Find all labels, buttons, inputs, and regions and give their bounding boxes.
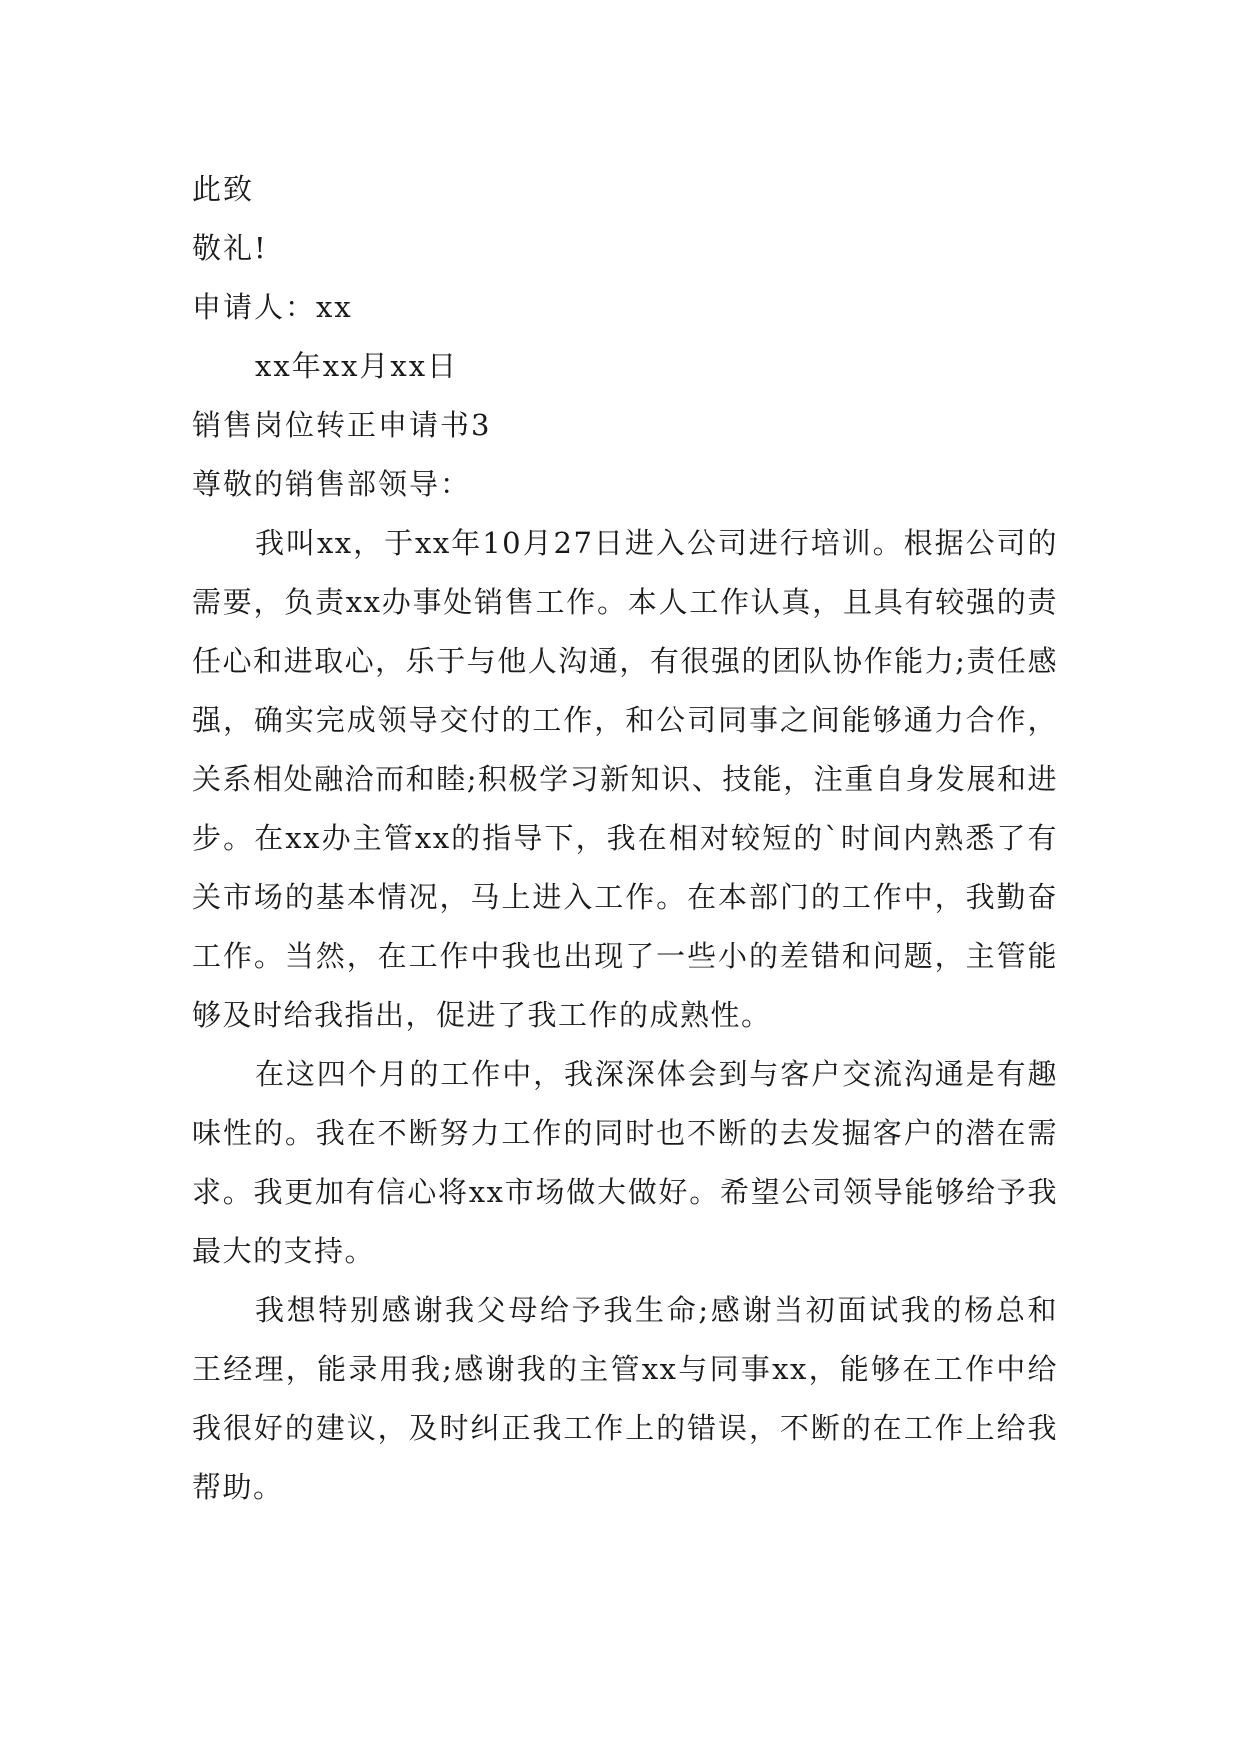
document-heading: 销售岗位转正申请书3 bbox=[192, 408, 492, 442]
closing-line-2: 敬礼! bbox=[192, 231, 268, 265]
paragraph-2: 在这四个月的工作中，我深深体会到与客户交流沟通是有趣味性的。我在不断努力工作的同时也不断的去发掘客户的潜在需求。我更加有信心将xx市场做大做好。希望公司领导能够给予我最大的支持。 bbox=[192, 1057, 1058, 1268]
paragraph-3: 我想特别感谢我父母给予我生命;感谢当初面试我的杨总和王经理，能录用我;感谢我的主管xx与同事xx，能够在工作中给我很好的建议，及时纠正我工作上的错误，不断的在工作上给我帮助。 bbox=[192, 1293, 1058, 1504]
salutation: 尊敬的销售部领导： bbox=[192, 467, 472, 501]
document-body bbox=[192, 160, 1058, 1517]
paragraph-1: 我叫xx，于xx年10月27日进入公司进行培训。根据公司的需要，负责xx办事处销售工作。本人工作认真，且具有较强的责任心和进取心，乐于与他人沟通，有很强的团队协作能力;责任感强，确实完成领导交付的工作，和公司同事之间能够通力合作，关系相处融洽而和睦;积极学习新知识、技能，注重自身发展和进步。在xx办主管xx的指导下，我在相对较短的`时间内熟悉了有关市场的基本情况，马上进入工作。在本部门的工作中，我勤奋工作。当然，在工作中我也出现了一些小的差错和问题，主管能够及时给我指出，促进了我工作的成熟性。 bbox=[192, 526, 1058, 1032]
applicant-line: 申请人：xx bbox=[192, 290, 353, 324]
date-line: xx年xx月xx日 bbox=[255, 349, 459, 383]
closing-line-1: 此致 bbox=[192, 172, 255, 206]
